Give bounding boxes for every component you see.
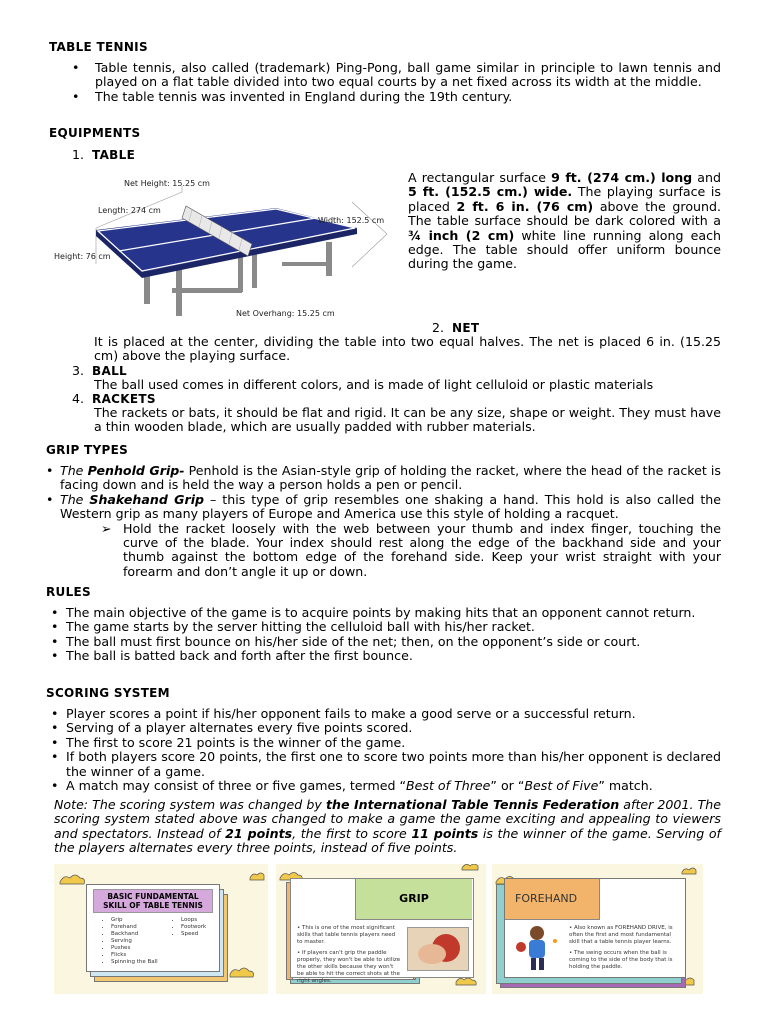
grip-item-shakehand: • The Shakehand Grip – this type of grip resembles one shaking a hand. This hold is also called the Western grip as many players of Europe and America use this style of holding a racquet. bbox=[46, 491, 721, 522]
scoring-item: • The first to score 21 points is the winner of the game. bbox=[49, 736, 721, 750]
card-front bbox=[86, 884, 220, 972]
grip-item-penhold: • The Penhold Grip- Penhold is the Asian-style grip of holding the racket, where the head of the racket is facing down and is held the way a person holds a pen or pencil. bbox=[46, 463, 721, 493]
ball-heading: 3. BALL bbox=[72, 363, 127, 378]
slide-thumbnail-forehand bbox=[492, 864, 703, 994]
rules-item: • The ball must first bounce on his/her side of the net; then, on the opponent’s side or court. bbox=[49, 635, 721, 649]
slide-thumbnail-grip bbox=[276, 864, 486, 994]
forehand-slide-title: FOREHAND bbox=[515, 892, 578, 905]
grip-heading: GRIP TYPES bbox=[46, 443, 129, 457]
rackets-description: The rackets or bats, it should be flat and rigid. It can be any size, shape or weight. They must have a thin wooden blade, which are usually padded with rubber materials. bbox=[94, 405, 721, 435]
net-description: It is placed at the center, dividing the table into two equal halves. The net is placed 6 in. (15.25 cm) above the playing surface. bbox=[94, 334, 721, 364]
scoring-list bbox=[49, 707, 721, 793]
rules-item: • The main objective of the game is to acquire points by making hits that an opponent cannot return. bbox=[49, 606, 721, 620]
table-heading: 1. TABLE bbox=[72, 147, 136, 162]
scoring-item: • Serving of a player alternates every five points scored. bbox=[49, 721, 721, 735]
grip-slide-title: GRIP bbox=[399, 892, 429, 905]
scoring-item: • Player scores a point if his/her opponent fails to make a good serve or a successful return. bbox=[49, 707, 721, 721]
card-front bbox=[504, 878, 686, 978]
ball-description: The ball used comes in different colors, and is made of light celluloid or plastic materials bbox=[94, 377, 654, 392]
scoring-item: • If both players score 20 points, the first one to score two points more than his/her opponent is declared the winner of a game. bbox=[49, 750, 721, 779]
figure-label-net-height: Net Height: 15.25 cm bbox=[124, 179, 210, 188]
grip-list bbox=[46, 464, 721, 579]
scoring-heading: SCORING SYSTEM bbox=[46, 686, 170, 700]
forehand-title-panel bbox=[505, 879, 600, 920]
paddle-grip-icon bbox=[408, 928, 468, 970]
page-title: TABLE TENNIS bbox=[49, 40, 148, 54]
forehand-slide-text: • Also known as FOREHAND DRIVE, is often the first and most fundamental skill that a table tennis player learns. • The swing occurs when the ball is coming to the side of the body that is holding the paddle. bbox=[569, 925, 673, 970]
intro-item: • The table tennis was invented in England during the 19th century. bbox=[72, 88, 513, 104]
ball-label: BALL bbox=[92, 364, 127, 378]
figure-label-height: Height: 76 cm bbox=[54, 252, 111, 261]
arrow-bullet-icon: ➢ bbox=[101, 520, 112, 536]
table-tennis-table-image bbox=[52, 172, 392, 320]
rules-item: • The game starts by the server hitting the celluloid ball with his/her racket. bbox=[49, 620, 721, 634]
rules-item: • The ball is batted back and forth after the first bounce. bbox=[49, 649, 721, 663]
table-label: TABLE bbox=[92, 148, 136, 162]
grip-photo bbox=[407, 927, 469, 971]
intro-list bbox=[72, 60, 721, 104]
scoring-note: Note: The scoring system was changed by the International Table Tennis Federation after 2001. The scoring system stated above was changed to make a game the game exciting and appealing to viewers and spectators. Instead of 21 points, the first to score 11 points is the winner of the game. Serving of the players alternates every three points, instead of five points. bbox=[54, 797, 721, 856]
grip-subitem: ➢ Hold the racket loosely with the web between your thumb and index finger, touching the curve of the blade. Your index should rest along the edge of the backhand side and your thumb against the bottom edge of the forehand side. Keep your wrist straight with your forearm and don’t angle it up or down. bbox=[101, 520, 721, 579]
grip-title-panel bbox=[355, 879, 472, 920]
net-heading: 2. NET bbox=[432, 320, 480, 335]
figure-label-overhang: Net Overhang: 15.25 cm bbox=[236, 309, 335, 318]
net-label: NET bbox=[452, 321, 480, 335]
card-title: BASIC FUNDAMENTAL SKILL OF TABLE TENNIS bbox=[93, 889, 213, 913]
rules-heading: RULES bbox=[46, 585, 91, 599]
grip-slide bbox=[290, 878, 474, 984]
slide-thumbnail-basic-skills bbox=[54, 864, 268, 994]
figure-label-length: Length: 274 cm bbox=[98, 206, 161, 215]
intro-text-1: Table tennis, also called (trademark) Ping-Pong, ball game similar in principle to lawn tennis and played on a flat table divided into two equal courts by a net fixed across its width at the middle. bbox=[95, 60, 721, 90]
grip-slide-text: • This is one of the most significant skills that table tennis players need to master. • If players can't grip the paddle properly, they won't be able to utilize the other skills because they won't be able to hit the correct shots at the right angles. bbox=[297, 925, 401, 984]
intro-text-2: The table tennis was invented in England during the 19th century. bbox=[95, 88, 513, 104]
figure-label-width: Width: 152.5 cm bbox=[318, 216, 385, 225]
skills-list-2: • Loops • Footwork • Speed bbox=[173, 917, 206, 966]
rackets-heading: 4. RACKETS bbox=[72, 391, 156, 406]
scoring-item: • A match may consist of three or five games, termed “Best of Three” or “Best of Five” match. bbox=[49, 779, 721, 793]
skills-list-1: • Grip • Forehand • Backhand • Serving • Pushes • Flicks • Spinning the Ball bbox=[103, 917, 173, 966]
rackets-label: RACKETS bbox=[92, 392, 156, 406]
player-illustration-icon bbox=[513, 923, 563, 971]
rules-list bbox=[49, 606, 721, 664]
table-description: A rectangular surface 9 ft. (274 cm.) long and 5 ft. (152.5 cm.) wide. The playing surface is placed 2 ft. 6 in. (76 cm) above the ground. The table surface should be dark colored with a ¾ inch (2 cm) white line running along each edge. The table should offer uniform bounce during the game. bbox=[408, 170, 722, 272]
equipments-heading: EQUIPMENTS bbox=[49, 126, 141, 140]
intro-item: • Table tennis, also called (trademark) Ping-Pong, ball game similar in principle to lawn tennis and played on a flat table divided into two equal courts by a net fixed across its width at the middle. bbox=[72, 60, 721, 90]
